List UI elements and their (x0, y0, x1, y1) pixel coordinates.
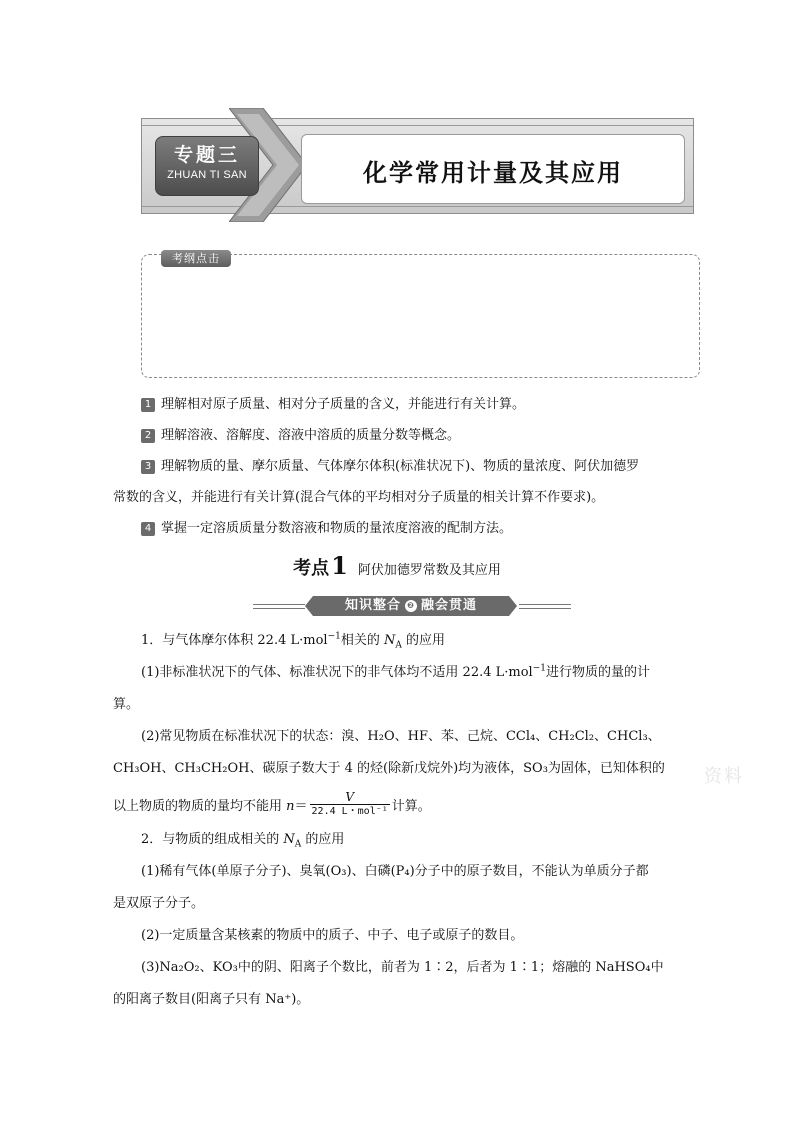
topic-number: 专题三 (173, 144, 240, 166)
watermark: 资料 (704, 766, 744, 787)
ribbon-right-rule (519, 604, 571, 609)
kaodian-subtitle: 阿伏加德罗常数及其应用 (357, 563, 501, 578)
ribbon-label (313, 596, 509, 616)
outline-item-text: 理解溶液、溶解度、溶液中溶质的质量分数等概念。 (161, 428, 461, 443)
kaodian-heading (0, 551, 794, 580)
outline-item-2 (141, 426, 460, 446)
section2-para3-cont: 的阳离子数目(阳离子只有 Na⁺)。 (113, 992, 310, 1007)
item-number-badge: 2 (141, 429, 155, 443)
topic-pinyin: ZHUAN TI SAN (167, 169, 247, 181)
section2-para1-cont: 是双原子分子。 (113, 896, 205, 911)
item-number-badge: 4 (141, 522, 155, 536)
ribbon-dot-icon: ❷ (405, 600, 417, 612)
ribbon-left-rule (253, 604, 305, 609)
section1-para2-cont: CH₃OH、CH₃CH₂OH、碳原子数大于 4 的烃(除新戊烷外)均为液体，SO₃为固体，已知体积的 (113, 761, 665, 776)
outline-item-3 (141, 457, 639, 477)
title-box (301, 134, 685, 204)
section1-para2-formula-line: 以上物质的物质的量均不能用 n＝ $\frac{V}{\text{22.4 L・mol⁻¹}}$ 计算。 (113, 790, 431, 817)
exam-outline-box (141, 254, 700, 378)
kaodian-label: 考点 (293, 558, 330, 579)
item-number-badge: 3 (141, 460, 155, 474)
topic-label-box (155, 136, 259, 196)
molar-volume-fraction: $\frac{V}{\text{22.4 L・mol⁻¹}}$ (311, 790, 388, 817)
outline-item-text: 理解物质的量、摩尔质量、气体摩尔体积(标准状况下)、物质的量浓度、阿伏加德罗 (161, 459, 640, 474)
section1-heading: 1．与气体摩尔体积 22.4 L·mol$^{-1}$相关的 $N_A$ 的应用 (141, 631, 445, 651)
outline-item-4 (141, 519, 512, 539)
chapter-banner (141, 108, 694, 222)
ribbon-right-text: 融会贯通 (421, 598, 478, 613)
section2-para3: (3)Na₂O₂、KO₃中的阴、阳离子个数比，前者为 1∶2，后者为 1∶1；熔融的 NaHSO₄中 (141, 960, 664, 975)
item-number-badge: 1 (141, 398, 155, 412)
chapter-title: 化学常用计量及其应用 (363, 159, 623, 187)
ribbon-left-text: 知识整合 (344, 598, 401, 613)
section2-heading: 2．与物质的组成相关的 $N_A$ 的应用 (141, 832, 345, 850)
section1-para1-cont: 算。 (113, 697, 140, 712)
section1-para1: (1)非标准状况下的气体、标准状况下的非气体均不适用 22.4 L·mol$^{-1}$进行物质的量的计 (141, 663, 650, 680)
section2-para2: (2)一定质量含某核素的物质中的质子、中子、电子或原子的数目。 (141, 928, 524, 943)
section1-para2: (2)常见物质在标准状况下的状态：溴、H₂O、HF、苯、己烷、CCl₄、CH₂Cl₂、CHCl₃、 (141, 729, 661, 744)
outline-item-text: 掌握一定溶质质量分数溶液和物质的量浓度溶液的配制方法。 (161, 521, 513, 536)
exam-outline-tab: 考纲点击 (161, 250, 231, 267)
section2-para1: (1)稀有气体(单原子分子)、臭氧(O₃)、白磷(P₄)分子中的原子数目，不能认为单质分子都 (141, 864, 649, 879)
kaodian-number: 1 (331, 551, 348, 580)
section-ribbon (253, 596, 571, 616)
outline-item-1 (141, 395, 525, 415)
outline-item-text: 理解相对原子质量、相对分子质量的含义，并能进行有关计算。 (161, 397, 526, 412)
outline-item-3-cont: 常数的含义，并能进行有关计算(混合气体的平均相对分子质量的相关计算不作要求)。 (113, 490, 605, 505)
